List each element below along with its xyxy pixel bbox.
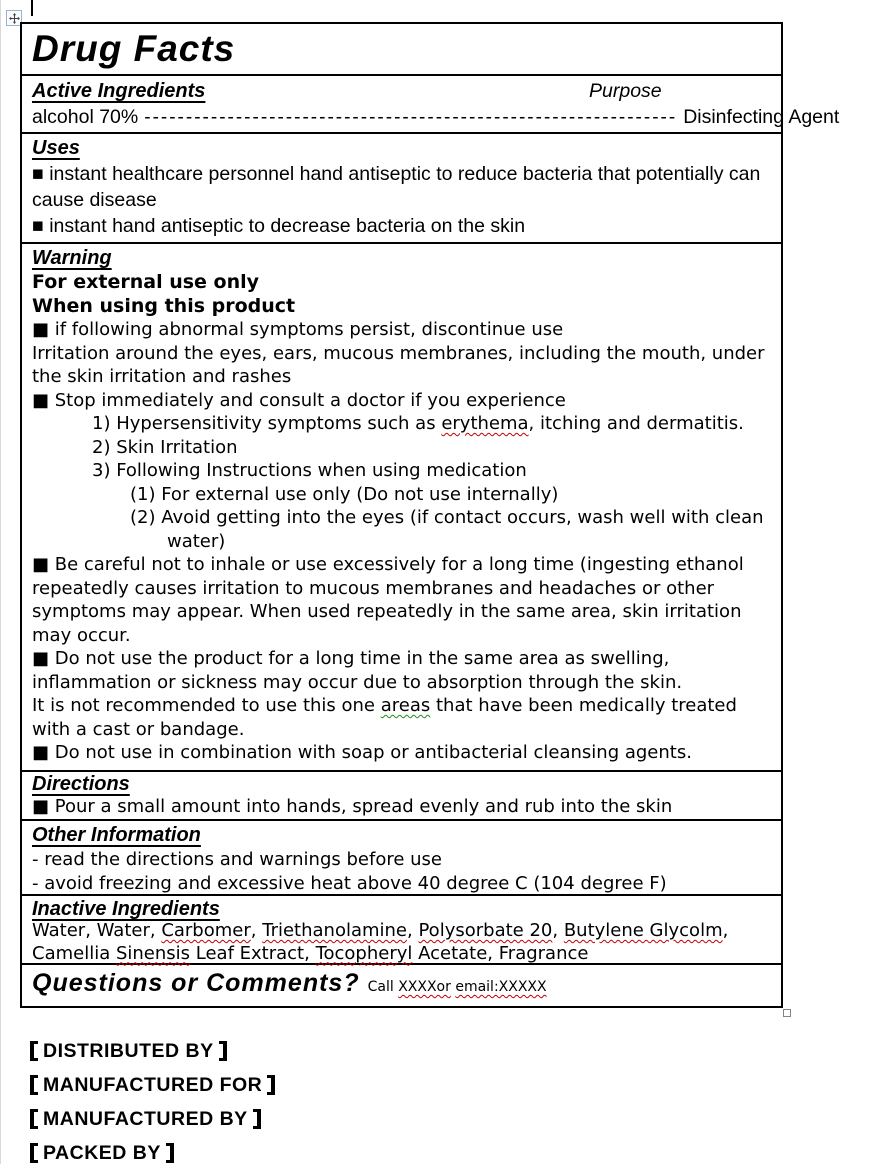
four-way-arrow-icon xyxy=(9,13,20,24)
footer-label: MANUFACTURED BY xyxy=(43,1107,248,1130)
section-other-information xyxy=(22,819,781,894)
text-line: ■ if following abnormal symptoms persist, discontinue use xyxy=(32,319,564,340)
text-line: ■ instant hand antiseptic to decrease bacteria on the skin xyxy=(32,215,526,237)
text-cursor xyxy=(31,0,33,16)
other-information-text xyxy=(32,848,771,895)
warning-header: Warning xyxy=(32,247,112,269)
text-line: ■ instant healthcare personnel hand antiseptic to reduce bacteria that potentially can cause disease xyxy=(32,163,761,211)
footer-line-packed-by xyxy=(30,1136,275,1170)
inactive-ingredients-header: Inactive Ingredients xyxy=(32,898,220,920)
drug-facts-label-table xyxy=(20,22,840,1008)
text-line: (2) Avoid getting into the eyes (if contact occurs, wash well with clean water) xyxy=(130,507,764,552)
section-title xyxy=(22,24,781,74)
footer-label: PACKED BY xyxy=(43,1141,161,1164)
text-line: - avoid freezing and excessive heat above 40 degree C (104 degree F) xyxy=(32,872,667,894)
text-line: ■ Stop immediately and consult a doctor if you experience xyxy=(32,389,566,411)
footer-block xyxy=(30,1034,275,1170)
other-information-header: Other Information xyxy=(32,824,201,846)
table-resize-handle[interactable] xyxy=(783,1009,791,1017)
section-warning xyxy=(22,242,781,770)
section-directions xyxy=(22,770,781,819)
text-line: ■ Do not use the product for a long time in the same area as swelling, inflammation or sickness may occur due to absorption through the skin. xyxy=(32,648,683,693)
uses-header: Uses xyxy=(32,137,80,159)
questions-header: Questions or Comments? xyxy=(32,969,360,997)
inactive-ingredients-text xyxy=(32,920,771,965)
text-line: It is not recommended to use this one areas that have been medically treated with a cast or bandage. xyxy=(32,695,737,740)
right-bracket-icon xyxy=(219,1041,227,1061)
text-line: For external use only xyxy=(32,271,260,293)
text-line: 1) Hypersensitivity symptoms such as erythema, itching and dermatitis. xyxy=(92,413,744,434)
left-bracket-icon xyxy=(30,1143,38,1163)
text-line: ■ Do not use in combination with soap or antibacterial cleansing agents. xyxy=(32,742,692,763)
text-line: 3) Following Instructions when using medication xyxy=(92,460,527,481)
section-uses xyxy=(22,132,781,242)
active-ingredient-value: alcohol 70% xyxy=(32,106,139,128)
footer-label: DISTRIBUTED BY xyxy=(43,1039,214,1062)
directions-text xyxy=(32,795,771,818)
window-edge xyxy=(0,0,1,1164)
uses-text xyxy=(32,161,771,239)
drug-facts-title: Drug Facts xyxy=(32,28,236,69)
left-bracket-icon xyxy=(30,1041,38,1061)
footer-label: MANUFACTURED FOR xyxy=(43,1073,263,1096)
purpose-value: Disinfecting Agent xyxy=(683,106,840,128)
text-line: ■ Be careful not to inhale or use excessively for a long time (ingesting ethanol repeatedly causes irritation to mucous membranes and headaches or other symptoms may appear. When used repeatedly in the same area, skin irritation may occur. xyxy=(32,554,744,646)
right-bracket-icon xyxy=(267,1075,275,1095)
text-line: (1) For external use only (Do not use internally) xyxy=(130,483,559,505)
section-questions xyxy=(22,963,781,1006)
right-bracket-icon xyxy=(253,1109,261,1129)
text-line: Water, Water, Carbomer, Triethanolamine, Polysorbate 20, Butylene Glycolm, Camellia Sinensis Leaf Extract, Tocopheryl Acetate, Fragrance xyxy=(32,920,729,964)
text-line: 2) Skin Irritation xyxy=(92,436,238,458)
text-line: ■ Pour a small amount into hands, spread evenly and rub into the skin xyxy=(32,796,673,817)
footer-line-manufactured-for xyxy=(30,1068,275,1102)
section-inactive-ingredients xyxy=(22,894,781,963)
left-bracket-icon xyxy=(30,1109,38,1129)
left-bracket-icon xyxy=(30,1075,38,1095)
purpose-header: Purpose xyxy=(589,80,662,102)
text-line: - read the directions and warnings before use xyxy=(32,849,442,870)
questions-contact: Call XXXXor email:XXXXX xyxy=(367,979,547,995)
warning-text xyxy=(32,271,771,765)
text-line: When using this product xyxy=(32,294,296,317)
footer-line-manufactured-by xyxy=(30,1102,275,1136)
dash-leader: ---------------------------------------------------------------- xyxy=(144,107,678,128)
footer-line-distributed-by xyxy=(30,1034,275,1068)
text-line: Irritation around the eyes, ears, mucous membranes, including the mouth, under the skin irritation and rashes xyxy=(32,342,765,387)
active-ingredients-header: Active Ingredients xyxy=(32,80,206,102)
directions-header: Directions xyxy=(32,773,130,795)
section-active-ingredients xyxy=(22,74,840,132)
right-bracket-icon xyxy=(166,1143,174,1163)
